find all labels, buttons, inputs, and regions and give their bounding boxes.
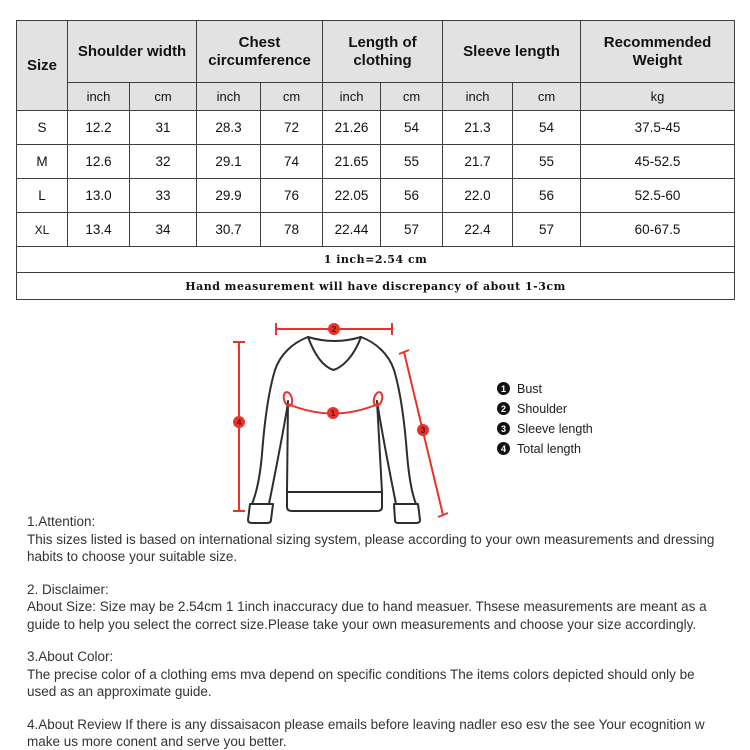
table-cell: 34	[130, 213, 197, 247]
note-body: 4.About Review If there is any dissaisacon please emails before leaving nadler eso esv the see Your ecognition w make us more conent and serve you better.	[27, 716, 716, 749]
unit-cm: cm	[381, 83, 443, 111]
header-sleeve-length: Sleeve length	[443, 21, 581, 83]
numbered-circle-icon: 2	[497, 402, 510, 415]
note-heading: 1.Attention:	[27, 514, 96, 529]
header-length-of-clothing: Length of clothing	[323, 21, 443, 83]
table-cell: 30.7	[197, 213, 261, 247]
table-cell: 56	[381, 179, 443, 213]
note-about-color	[27, 648, 728, 701]
legend-label: Bust	[517, 381, 543, 396]
note-heading: 2. Disclaimer:	[27, 581, 109, 597]
marker-number-sleeve: 3	[420, 425, 426, 435]
note-about-review	[27, 716, 728, 750]
table-cell: 32	[130, 145, 197, 179]
table-cell: 54	[513, 111, 581, 145]
table-cell: 22.4	[443, 213, 513, 247]
table-header-row	[17, 21, 735, 83]
table-note-discrepancy-row	[17, 273, 735, 300]
note-disclaimer	[27, 581, 728, 634]
table-cell: 60-67.5	[581, 213, 735, 247]
note-attention	[27, 513, 728, 566]
table-cell: 78	[261, 213, 323, 247]
legend-item-bust	[497, 379, 593, 398]
note-body: This sizes listed is based on international sizing system, please according to your own measurements and dressing habits to choose your suitable size.	[27, 531, 726, 564]
marker-number-total: 4	[236, 417, 242, 427]
table-cell: 52.5-60	[581, 179, 735, 213]
product-notes	[27, 513, 728, 750]
note-body: The precise color of a clothing ems mva depend on specific conditions The items colors depicted should only be used as an approximate guide.	[27, 666, 706, 699]
unit-kg: kg	[581, 83, 735, 111]
unit-inch: inch	[68, 83, 130, 111]
legend-item-total-length	[497, 439, 593, 458]
note-heading: 3.About Color:	[27, 649, 114, 664]
marker-number-shoulder: 2	[331, 324, 337, 334]
legend-label: Total length	[517, 441, 581, 456]
table-cell: 55	[513, 145, 581, 179]
diagram-legend	[497, 379, 593, 459]
table-row-m	[17, 145, 735, 179]
unit-cm: cm	[130, 83, 197, 111]
size-label: L	[17, 179, 68, 213]
table-cell: 31	[130, 111, 197, 145]
header-chest-circumference: Chest circumference	[197, 21, 323, 83]
table-row-s	[17, 111, 735, 145]
legend-item-sleeve-length	[497, 419, 593, 438]
table-cell: 22.44	[323, 213, 381, 247]
table-cell: 13.4	[68, 213, 130, 247]
unit-inch: inch	[197, 83, 261, 111]
table-cell: 33	[130, 179, 197, 213]
table-note-conversion-row	[17, 247, 735, 273]
measurement-discrepancy-note: Hand measurement will have discrepancy of about 1-3cm	[17, 273, 735, 300]
sweater-measurement-diagram	[220, 308, 480, 533]
table-cell: 12.6	[68, 145, 130, 179]
table-cell: 29.1	[197, 145, 261, 179]
table-cell: 72	[261, 111, 323, 145]
table-row-xl	[17, 213, 735, 247]
table-cell: 21.3	[443, 111, 513, 145]
legend-label: Sleeve length	[517, 421, 593, 436]
table-cell: 29.9	[197, 179, 261, 213]
legend-label: Shoulder	[517, 401, 568, 416]
table-cell: 57	[381, 213, 443, 247]
size-label: XL	[17, 213, 68, 247]
table-cell: 28.3	[197, 111, 261, 145]
header-size: Size	[17, 21, 68, 111]
size-table	[16, 20, 735, 300]
legend-item-shoulder	[497, 399, 593, 418]
table-cell: 74	[261, 145, 323, 179]
table-row-l	[17, 179, 735, 213]
table-cell: 22.05	[323, 179, 381, 213]
inch-conversion-note: 1 inch=2.54 cm	[17, 247, 735, 273]
table-cell: 76	[261, 179, 323, 213]
unit-cm: cm	[261, 83, 323, 111]
size-label: M	[17, 145, 68, 179]
numbered-circle-icon: 4	[497, 442, 510, 455]
table-cell: 55	[381, 145, 443, 179]
note-body: About Size: Size may be 2.54cm 1 1inch inaccuracy due to hand measuer. Thsese measurements are meant as a guide to help you select the correct size.Please take your own measurements and choose your size accordingly.	[27, 599, 718, 632]
table-cell: 56	[513, 179, 581, 213]
table-cell: 37.5-45	[581, 111, 735, 145]
table-cell: 54	[381, 111, 443, 145]
table-cell: 12.2	[68, 111, 130, 145]
numbered-circle-icon: 3	[497, 422, 510, 435]
table-cell: 45-52.5	[581, 145, 735, 179]
table-cell: 21.26	[323, 111, 381, 145]
table-cell: 22.0	[443, 179, 513, 213]
size-label: S	[17, 111, 68, 145]
header-recommended-weight: Recommended Weight	[581, 21, 735, 83]
unit-cm: cm	[513, 83, 581, 111]
header-shoulder-width: Shoulder width	[68, 21, 197, 83]
table-cell: 57	[513, 213, 581, 247]
table-cell: 21.65	[323, 145, 381, 179]
marker-number-bust: 1	[330, 408, 336, 418]
unit-inch: inch	[323, 83, 381, 111]
table-cell: 21.7	[443, 145, 513, 179]
unit-inch: inch	[443, 83, 513, 111]
table-cell: 13.0	[68, 179, 130, 213]
numbered-circle-icon: 1	[497, 382, 510, 395]
sweater-outline	[248, 337, 420, 523]
table-units-row	[17, 83, 735, 111]
